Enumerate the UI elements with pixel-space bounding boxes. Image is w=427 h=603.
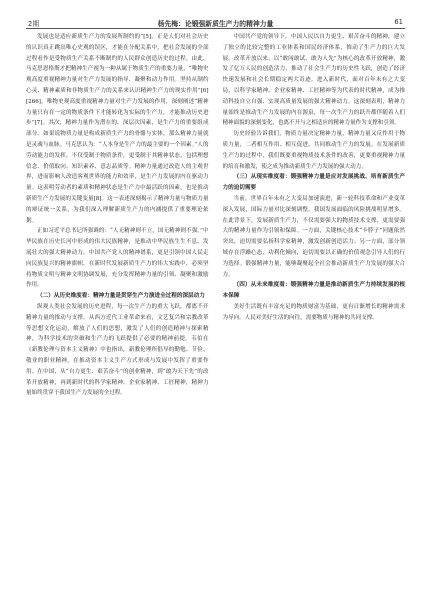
section-heading: （三）从现实维度看：锻强精神力量是应对发展挑战、培育新质生产力的迫切需要: [222, 174, 405, 192]
left-column: [26, 32, 209, 593]
header-rule: [26, 28, 405, 29]
running-title: 杨先梅：论锻强新质生产力的精神力量: [157, 20, 274, 28]
paragraph: 美好生活既有丰富充足的物质财富为基础，更有日渐增长的精神需求为导向。人民对美好生活的向往，需要物质与精神的共同支撑。: [222, 303, 405, 321]
paragraph: 正如习近平总书记所强调的：“人无精神则不立，国无精神则不强。”中华民族在历史长河中形成的伟大民族精神，是推动中华民族生生不息、发展壮大的强大精神动力。中国共产党人的精神谱系，更是引领中国人民走向民族复兴的精神旗帜。在新时代发展新质生产力的伟大实践中，必须坚持物质文明与精神文明协调发展，充分发挥精神力量的引领、凝聚和激励作用。: [26, 228, 209, 289]
paragraph: 中国共产党的领导下，中国人民以自力更生、艰苦奋斗的精神，建立了独立的比较完整的工业体系和国民经济体系，推动了生产力的巨大发展。改革开放以来，以“敢闯敢试、敢为人先”为核心的改革开放精神，激发了亿万人民的创造活力，推动了社会生产力的历史性飞跃，创造了经济快速发展和社会长期稳定两大奇迹。进入新时代，面对百年未有之大变局，以科学家精神、企业家精神、工匠精神等为代表的时代精神，成为推动科技自立自强、实现高质量发展的强大精神动力。这深刻表明，精神力量始终是推动生产力发展的内在源泉，每一次生产力的跃升都伴随着人们精神面貌的深刻变化，也离不开与之相适应的精神力量作为支撑和引领。: [222, 34, 405, 127]
page-number: 61: [394, 18, 403, 26]
paragraph: 当前，世界百年未有之大变局加速演进，新一轮科技革命和产业变革深入发展，国际力量对比深刻调整，我国发展面临的风险挑战明显增多。在此背景下，发展新质生产力，不仅需要强大的物质技术支撑，更需要强大的精神力量作为引领和保障。一方面，关键核心技术“卡脖子”问题依然突出，迫切需要弘扬科学家精神，激发创新创造活力；另一方面，部分领域存在浮躁心态、功利化倾向，迫切需要以正确的价值观念引导人们的行为选择。锻强精神力量，能够凝聚起全社会推动新质生产力发展的强大合力。: [222, 195, 405, 278]
paragraph: 发展也是适应新质生产力的发展所制约的”[5]。正是人们对社会历史的认识真正跳出唯心史观的误区，才能在分配关系中，把社会发展的全部过程看作是受物质生产关系不断制约的人民群众创造历史的过程。由此，马克思恩格斯才把精神生产视为一种从属于物质生产的重要力量，“唯物史观高度重视精神力量对生产力发展的指导、凝聚和动力作用。坚持从制约心灵、精神素质和非物质生产力的关系来认识精神生产力的现实作用”[6][266]。唯物史观高度重视精神力量对生产力发展的作用，深刻阐述“精神力量只有在一定的物质条件下才能转化为实际的生产力，才能推动历史进步”[7]。其次，精神力量作为潜在的、深层次因素，是生产力的重要组成部分。如果说物质力量是构成新质生产力的骨骼与实体，那么精神力量就是灵魂与血脉。马克思认为：“人本身是生产力的最主要的一个因素。”人的劳动能力的发挥，不仅受制于物质条件，更受制于其精神状态，包括理想信念、价值取向、知识素养、意志品质等。精神力量通过改造人的主观世界，进而影响人改造客观世界的能力和效率，是生产力发展的内在驱动力量。这表明劳动者的素质和精神状态是生产力中最活跃的因素，也是推动新质生产力发展的关键变量[8]。这一表述深刻揭示了精神力量与物质力量的辩证统一关系，为我们深入理解新质生产力的内涵提供了重要理论依据。: [26, 34, 209, 224]
section-heading: （四）从未来维度看：锻强精神力量是推动新质生产力持续发展的根本保障: [222, 282, 405, 300]
paragraph: 历史经验告诉我们，物质力量决定精神力量，精神力量又反作用于物质力量，二者相互作用、相互促进，共同推动生产力的发展。在发展新质生产力的过程中，我们既要重视物质技术条件的改善，更要重视精神力量的培育和激发，使之成为推动新质生产力发展的强大动力。: [222, 131, 405, 170]
right-column: [223, 32, 406, 593]
body-columns: [26, 32, 405, 593]
section-heading: （二）从历史维度看：精神力量是贯穿生产力演进全过程的深层动力: [37, 293, 205, 300]
issue-number: 2期: [28, 20, 40, 28]
paragraph: 纵观人类社会发展的历史进程，每一次生产力的重大飞跃，都离不开精神力量的推动与支撑。从西方近代工业革命来看，文艺复兴和宗教改革等思想文化运动，解放了人们的思想，激发了人们的创造精神与探索精神，为科学技术的突破和生产力的飞跃提供了必要的精神前提。韦伯在《新教伦理与资本主义精神》中也指出，新教伦理所倡导的勤勉、节俭、敬业的职业精神，在推动资本主义生产方式形成与发展中发挥了重要作用。在中国，从“自力更生、艰苦奋斗”的创业精神，到“敢为天下先”的改革开放精神，再到新时代的科学家精神、企业家精神、工匠精神，精神力量始终贯穿于我国生产力发展的全过程。: [26, 303, 209, 397]
running-header: [26, 8, 405, 30]
